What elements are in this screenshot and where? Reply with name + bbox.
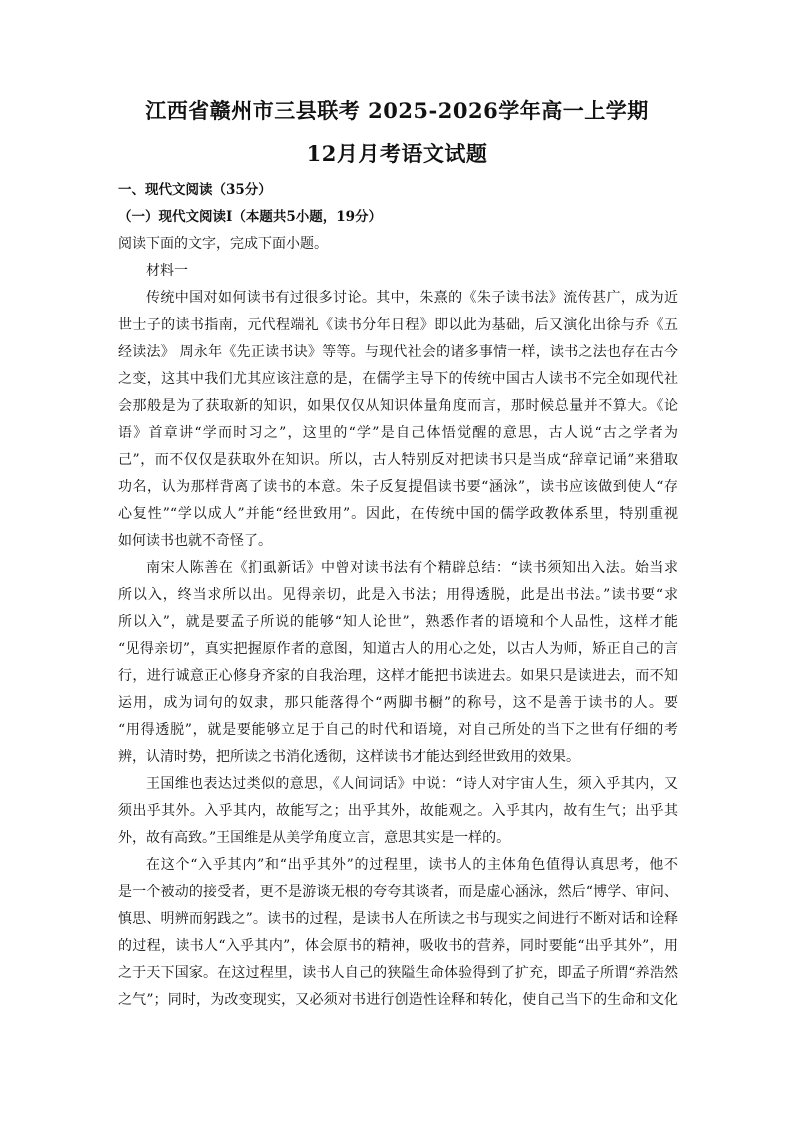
passage-line: “用得透脱”，就是要能够立足于自己的时代和语境，对自己所处的当下之世有仔细的考: [118, 722, 678, 738]
section-heading: 一、现代文阅读（35分）: [118, 182, 272, 198]
passage-line: 所以入”，就是要孟子所说的能够“知人论世”，熟悉作者的语境和个人品性，这样才能: [118, 614, 678, 630]
passage-line: 会那般是为了获取新的知识，如果仅仅从知识体量角度而言，那时候总量并不算大。《论: [118, 398, 678, 414]
passage-line: 在这个“入乎其内”和“出乎其外”的过程里，读书人的主体角色值得认真思考，他不: [146, 857, 678, 873]
passage-line: 王国维也表达过类似的意思，《人间词话》中说：“诗人对宇宙人生，须入乎其内，又: [146, 776, 678, 792]
exam-title-line1: 江西省赣州市三县联考 2025-2026学年高一上学期: [145, 98, 649, 123]
passage-line: 之气”；同时，为改变现实，又必须对书进行创造性诠释和转化，使自己当下的生命和文化: [118, 992, 678, 1008]
passage-line: 的过程，读书人“入乎其内”，体会原书的精神，吸收书的营养，同时要能“出乎其外”，用: [118, 938, 678, 954]
passage-line: 须出乎其外。入乎其内，故能写之；出乎其外，故能观之。入乎其内，故有生气；出乎其: [118, 803, 678, 819]
passage-line: 心复性”“学以成人”并能“经世致用”。因此，在传统中国的儒学政教体系里，特别重视: [118, 506, 678, 522]
passage-line: 慎思、明辨而躬践之”。读书的过程，是读书人在所读之书与现实之间进行不断对话和诠释: [118, 911, 678, 927]
passage-line: 是一个被动的接受者，更不是游谈无根的夸夸其谈者，而是虚心涵泳，然后“博学、审问、: [118, 884, 678, 900]
passage-line: 行，进行诚意正心修身齐家的自我治理，这样才能把书读进去。如果只是读进去，而不知: [118, 668, 678, 684]
passage-line: 功名，认为那样背离了读书的本意。朱子反复提倡读书要“涵泳”，读书应该做到使人“存: [118, 479, 678, 495]
passage-line: 己”，而不仅仅是获取外在知识。所以，古人特别反对把读书只是当成“辞章记诵”来猎取: [118, 452, 678, 468]
passage-line: 运用，成为词句的奴隶，那只能落得个“两脚书橱”的称号，这不是善于读书的人。要: [118, 695, 678, 711]
material-label: 材料一: [146, 263, 188, 279]
passage-line: 南宋人陈善在《扪虱新话》中曾对读书法有个精辟总结：“读书须知出入法。始当求: [146, 560, 678, 576]
passage-line: 之变，这其中我们尤其应该注意的是，在儒学主导下的传统中国古人读书不完全如现代社: [118, 371, 678, 387]
subsection-heading: （一）现代文阅读Ⅰ（本题共5小题，19分）: [118, 209, 382, 225]
passage-line: 之于天下国家。在这过程里，读书人自己的狭隘生命体验得到了扩充，即孟子所谓“养浩然: [118, 965, 678, 981]
exam-title-line2: 12月月考语文试题: [306, 141, 488, 166]
passage-line: 如何读书也就不奇怪了。: [118, 533, 272, 549]
reading-instruction: 阅读下面的文字，完成下面小题。: [118, 236, 328, 252]
passage-line: 世士子的读书指南，元代程端礼《读书分年日程》即以此为基础，后又演化出徐与乔《五: [118, 317, 678, 333]
passage-line: 外，故有高致。”王国维是从美学角度立言，意思其实是一样的。: [118, 830, 511, 846]
passage-line: “见得亲切”，真实把握原作者的意图，知道古人的用心之处，以古人为师，矫正自己的言: [118, 641, 678, 657]
passage-line: 所以入，终当求所以出。见得亲切，此是入书法；用得透脱，此是出书法。”读书要“求: [118, 587, 678, 603]
passage-line: 传统中国对如何读书有过很多讨论。其中，朱熹的《朱子读书法》流传甚广，成为近: [146, 290, 678, 306]
passage-line: 辨，认清时势，把所读之书消化透彻，这样读书才能达到经世致用的效果。: [118, 749, 580, 765]
passage-line: 经读法》 周永年《先正读书诀》等等。与现代社会的诸多事情一样，读书之法也存在古今: [118, 344, 678, 360]
passage-line: 语》首章讲“学而时习之”，这里的“学”是自己体悟觉醒的意思，古人说“古之学者为: [118, 425, 678, 441]
